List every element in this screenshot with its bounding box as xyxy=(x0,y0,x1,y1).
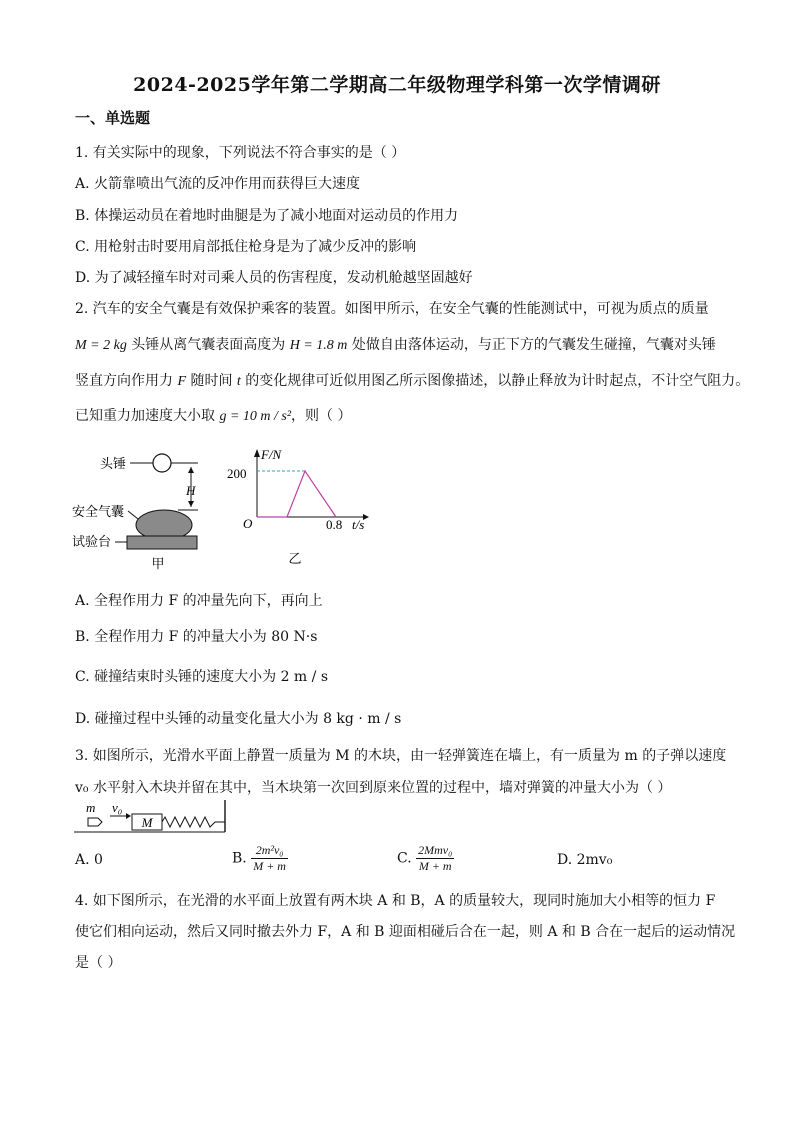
airbag-label: 安全气囊 xyxy=(72,504,125,519)
page-title: 2024-2025学年第二学期高二年级物理学科第一次学情调研 xyxy=(133,74,661,96)
figure-jia-caption: 甲 xyxy=(151,556,165,571)
q1-option-c: C. 用枪射击时要用肩部抵住枪身是为了减少反冲的影响 xyxy=(75,239,417,255)
origin-label: O xyxy=(243,516,253,531)
q3-line-1: 3. 如图所示，光滑水平面上静置一质量为 M 的木块，由一轻弹簧连在墙上，有一质量为 m 的子弹以速度 xyxy=(75,748,727,764)
q2-height: H = 1.8 m xyxy=(289,338,348,353)
q4-line-1: 4. 如下图所示，在光滑的水平面上放置有两木块 A 和 B，A 的质量较大，现同时施加大小相等的恒力 F xyxy=(75,893,716,909)
table-label: 试验台 xyxy=(72,534,112,549)
y-tick-label: 200 xyxy=(227,466,247,481)
q3-option-c: C. $\frac{\text{2Mmv₀}}{M + m}$ xyxy=(397,843,453,873)
q2-mass: M = 2 kg xyxy=(75,338,127,353)
q3-option-d: D. 2mv₀ xyxy=(557,852,613,868)
bullet-mass-label: m xyxy=(86,800,96,815)
q2-option-a: A. 全程作用力 F 的冲量先向下，再向上 xyxy=(75,593,323,609)
q3-line-2: v₀ 水平射入木块并留在其中，当木块第一次回到原来位置的过程中，墙对弹簧的冲量大小为（ ） xyxy=(75,780,672,796)
q1-option-b: B. 体操运动员在着地时曲腿是为了减小地面对运动员的作用力 xyxy=(75,208,459,224)
block-mass-label: M xyxy=(141,815,153,830)
q2-option-c: C. 碰撞结束时头锤的速度大小为 2 m / s xyxy=(75,669,328,685)
section-heading: 一、单选题 xyxy=(75,109,151,127)
q2-option-b: B. 全程作用力 F 的冲量大小为 80 N·s xyxy=(75,629,318,645)
force-triangle xyxy=(287,471,336,517)
bullet-velocity-label: v₀ xyxy=(112,800,123,815)
test-table xyxy=(127,536,197,549)
spring xyxy=(162,817,225,827)
x-axis-label: t/s xyxy=(352,517,365,532)
figure-yi-graph xyxy=(225,445,370,575)
q2-line-2: M = 2 kg 头锤从离气囊表面高度为 H = 1.8 m 处做自由落体运动，与正下方的气囊发生碰撞，气囊对头锤 xyxy=(75,337,716,353)
q1-option-a: A. 火箭靠喷出气流的反冲作用而获得巨大速度 xyxy=(75,176,361,192)
x-tick-label: 0.8 xyxy=(326,517,343,532)
q2-line-1: 2. 汽车的安全气囊是有效保护乘客的装置。如图甲所示，在安全气囊的性能测试中，可视为质点的质量 xyxy=(75,301,709,317)
height-label: H xyxy=(186,483,196,498)
q4-line-2: 使它们相向运动，然后又同时撤去外力 F，A 和 B 迎面相碰后合在一起，则 A 和 B 合在一起后的运动情况 xyxy=(75,924,736,940)
q2-option-d: D. 碰撞过程中头锤的动量变化量大小为 8 kg · m / s xyxy=(75,711,402,727)
q2-line-4: 已知重力加速度大小取 g = 10 m / s²，则（ ） xyxy=(75,408,352,424)
q2-line-3: 竖直方向作用力 F 随时间 t 的变化规律可近似用图乙所示图像描述，以静止释放为计时起点，不计空气阻力。 xyxy=(75,373,750,389)
head-hammer xyxy=(153,454,171,472)
q1-option-d: D. 为了减轻撞车时对司乘人员的伤害程度，发动机舱越坚固越好 xyxy=(75,270,473,286)
figure-q3-spring-block xyxy=(72,798,232,838)
q4-line-3: 是（ ） xyxy=(75,955,122,971)
figure-yi-caption: 乙 xyxy=(288,551,302,566)
y-axis-label: F/N xyxy=(261,447,282,462)
figure-jia xyxy=(70,445,210,575)
q2-gravity: g = 10 m / s² xyxy=(219,409,292,424)
q1-stem: 1. 有关实际中的现象，下列说法不符合事实的是（ ） xyxy=(75,145,406,161)
q3-option-a: A. 0 xyxy=(75,852,103,868)
q3-option-b: B. $\frac{\text{2m²v₀}}{M + m}$ xyxy=(232,843,286,873)
head-label: 头锤 xyxy=(100,456,127,471)
bullet xyxy=(88,818,102,826)
